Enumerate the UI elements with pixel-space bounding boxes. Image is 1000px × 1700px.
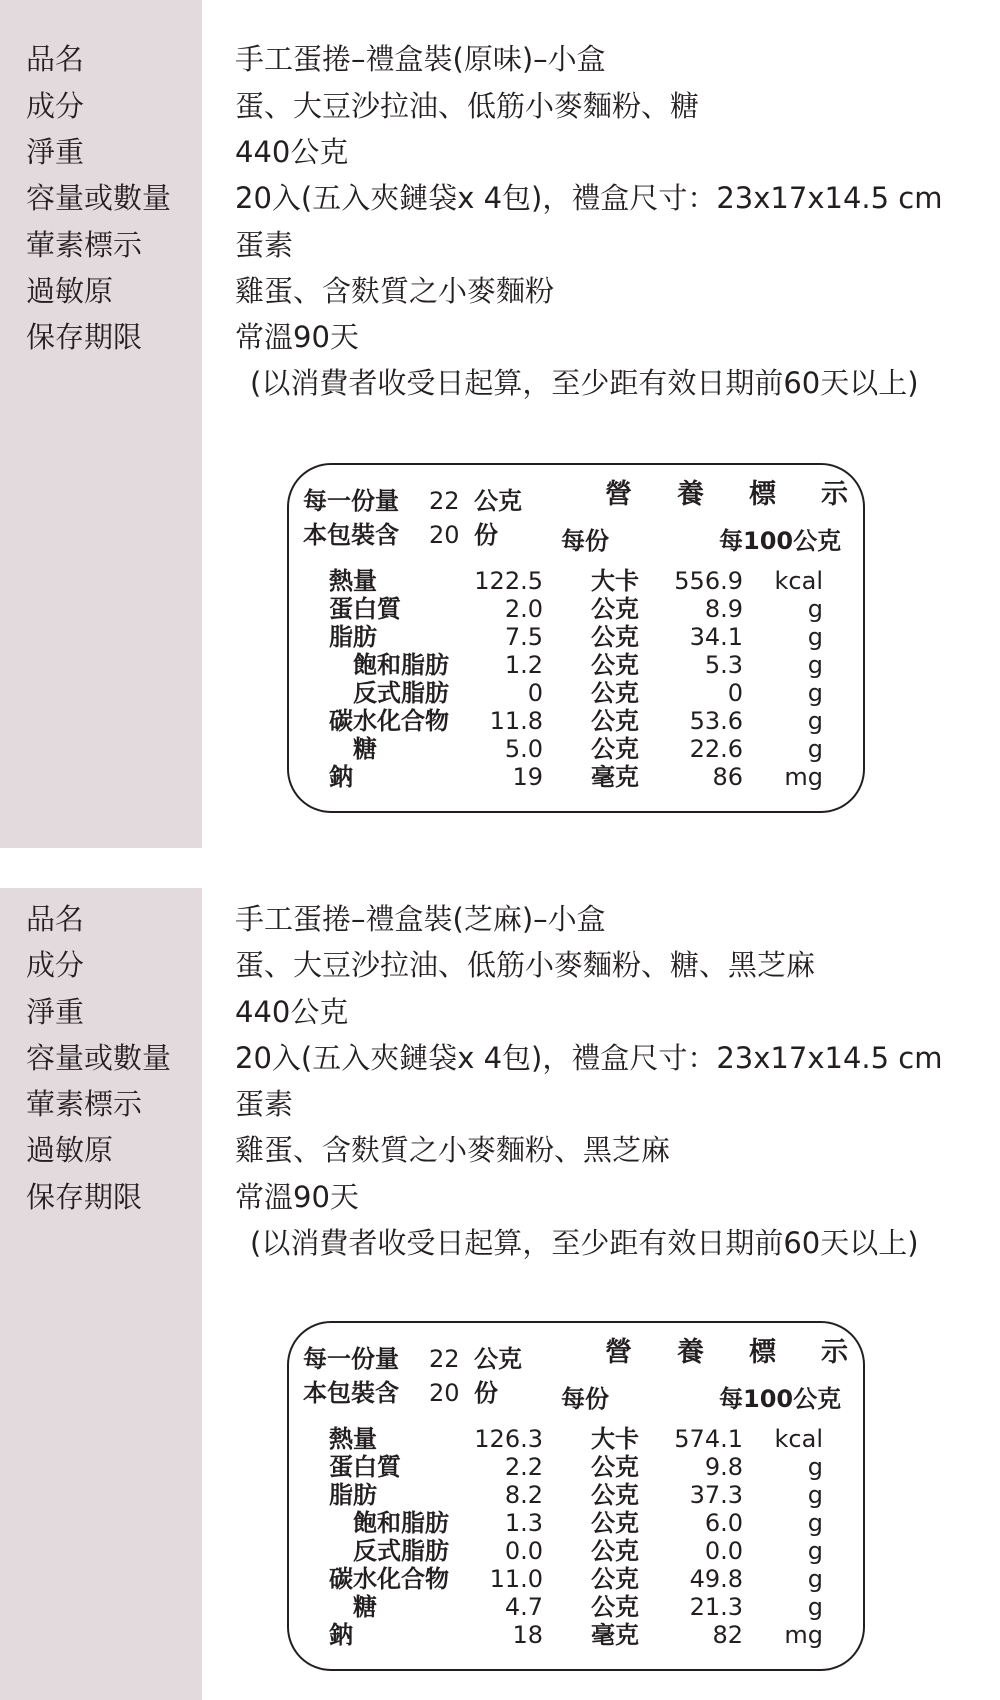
nutrient-per-100g: 574.1	[674, 1425, 743, 1453]
spec-label: 葷素標示	[26, 228, 143, 262]
serving-size: 22	[429, 1345, 460, 1373]
per-100g-header: 每100公克	[719, 1385, 842, 1413]
spec-label: 過敏原	[26, 274, 114, 308]
nutrient-name: 糖	[353, 1593, 377, 1621]
nutrient-row	[289, 1453, 863, 1481]
spec-value: 常溫90天	[235, 1180, 359, 1214]
nutrition-title-char: 標	[749, 479, 776, 510]
nutrient-per-100g: 82	[712, 1621, 743, 1649]
nutrient-row	[289, 707, 863, 735]
nutrition-title-char: 示	[821, 1337, 848, 1368]
spec-value: 蛋素	[235, 228, 294, 262]
nutrient-per-100g: 0.0	[704, 1537, 743, 1565]
nutrient-per-100g: 37.3	[689, 1481, 743, 1509]
nutrient-per-100g: 8.9	[704, 595, 743, 623]
nutrient-row	[289, 567, 863, 595]
shelf-life-note: (以消費者收受日起算，至少距有效日期前60天以上)	[250, 1226, 919, 1260]
spec-label: 成分	[26, 89, 85, 123]
package-label: 本包裝含	[303, 521, 399, 549]
product-spec-sesame	[0, 888, 1000, 1700]
spec-row-shelf-life	[0, 314, 1000, 360]
spec-label: 品名	[26, 42, 85, 76]
spec-row-name	[0, 36, 1000, 82]
nutrient-per-serving: 4.7	[504, 1593, 543, 1621]
spec-row-ingredients	[0, 83, 1000, 129]
shelf-life-note: (以消費者收受日起算，至少距有效日期前60天以上)	[250, 366, 919, 400]
nutrient-name: 熱量	[329, 567, 377, 595]
nutrient-name: 脂肪	[329, 623, 377, 651]
nutrient-name: 蛋白質	[329, 1453, 401, 1481]
spec-label: 容量或數量	[26, 1041, 172, 1075]
nutrient-per-100g: 5.3	[704, 651, 743, 679]
nutrient-per-serving: 18	[512, 1621, 543, 1649]
spec-row-name	[0, 896, 1000, 942]
package-label: 本包裝含	[303, 1379, 399, 1407]
nutrient-per-serving: 1.2	[504, 651, 543, 679]
nutrient-per-serving: 2.0	[504, 595, 543, 623]
nutrient-row	[289, 1537, 863, 1565]
spec-label: 葷素標示	[26, 1087, 143, 1121]
nutrient-unit: 公克	[591, 1509, 639, 1537]
serving-unit: 公克	[474, 487, 522, 515]
nutrient-name: 鈉	[329, 763, 353, 791]
spec-value: 常溫90天	[235, 320, 359, 354]
spec-row-net-weight	[0, 129, 1000, 175]
spec-row-shelf-life	[0, 1174, 1000, 1220]
spec-label: 保存期限	[26, 320, 143, 354]
nutrition-facts-panel	[287, 1321, 865, 1671]
spec-row-ingredients	[0, 942, 1000, 988]
nutrient-name: 糖	[353, 735, 377, 763]
nutrient-per-serving: 126.3	[474, 1425, 543, 1453]
spec-label: 成分	[26, 948, 85, 982]
serving-label: 每一份量	[303, 1345, 399, 1373]
nutrient-name: 熱量	[329, 1425, 377, 1453]
nutrient-per-serving: 2.2	[504, 1453, 543, 1481]
nutrient-unit: 公克	[591, 1453, 639, 1481]
nutrient-name: 飽和脂肪	[353, 651, 449, 679]
nutrient-unit-100g: kcal	[774, 1425, 823, 1453]
package-unit: 份	[474, 521, 498, 549]
nutrition-title-char: 營	[605, 1337, 632, 1368]
nutrient-unit-100g: g	[807, 707, 823, 735]
nutrient-row	[289, 1481, 863, 1509]
nutrient-row	[289, 1425, 863, 1453]
nutrient-name: 蛋白質	[329, 595, 401, 623]
nutrient-unit: 公克	[591, 623, 639, 651]
nutrient-unit-100g: g	[807, 651, 823, 679]
nutrient-row	[289, 651, 863, 679]
nutrient-per-serving: 19	[512, 763, 543, 791]
nutrient-unit-100g: g	[807, 735, 823, 763]
nutrient-unit: 公克	[591, 735, 639, 763]
nutrient-unit: 公克	[591, 651, 639, 679]
nutrient-per-100g: 34.1	[689, 623, 743, 651]
per-serving-header: 每份	[561, 527, 609, 555]
nutrient-unit-100g: g	[807, 1593, 823, 1621]
nutrient-unit-100g: mg	[784, 1621, 823, 1649]
spec-label: 淨重	[26, 135, 85, 169]
spec-value: 手工蛋捲–禮盒裝(芝麻)–小盒	[235, 902, 606, 936]
nutrient-unit: 公克	[591, 1593, 639, 1621]
nutrient-per-serving: 11.8	[489, 707, 543, 735]
nutrient-unit: 公克	[591, 1537, 639, 1565]
nutrient-unit-100g: mg	[784, 763, 823, 791]
nutrient-per-serving: 0	[527, 679, 543, 707]
nutrient-name: 碳水化合物	[329, 1565, 449, 1593]
package-count: 20	[429, 1379, 460, 1407]
nutrition-title-char: 養	[677, 1337, 704, 1368]
spec-row-allergens	[0, 1127, 1000, 1173]
spec-row-quantity	[0, 1035, 1000, 1081]
nutrient-row	[289, 1565, 863, 1593]
nutrient-per-serving: 8.2	[504, 1481, 543, 1509]
serving-size: 22	[429, 487, 460, 515]
spec-row-net-weight	[0, 989, 1000, 1035]
nutrient-unit-100g: g	[807, 1537, 823, 1565]
nutrient-unit-100g: g	[807, 1481, 823, 1509]
nutrient-unit: 毫克	[591, 1621, 639, 1649]
nutrient-name: 反式脂肪	[353, 1537, 449, 1565]
nutrient-per-100g: 21.3	[689, 1593, 743, 1621]
nutrient-per-100g: 49.8	[689, 1565, 743, 1593]
nutrient-unit-100g: g	[807, 1509, 823, 1537]
spec-value: 蛋、大豆沙拉油、低筋小麥麵粉、糖	[235, 89, 700, 123]
nutrient-row	[289, 623, 863, 651]
nutrition-title-char: 示	[821, 479, 848, 510]
nutrient-row	[289, 1593, 863, 1621]
serving-label: 每一份量	[303, 487, 399, 515]
nutrient-per-100g: 86	[712, 763, 743, 791]
nutrient-per-100g: 556.9	[674, 567, 743, 595]
nutrient-unit: 公克	[591, 595, 639, 623]
nutrition-title-char: 營	[605, 479, 632, 510]
nutrition-title-char: 標	[749, 1337, 776, 1368]
nutrient-row	[289, 1621, 863, 1649]
spec-value: 雞蛋、含麩質之小麥麵粉	[235, 274, 555, 308]
spec-value: 雞蛋、含麩質之小麥麵粉、黑芝麻	[235, 1133, 671, 1167]
nutrient-unit-100g: g	[807, 679, 823, 707]
per-serving-header: 每份	[561, 1385, 609, 1413]
nutrient-unit-100g: kcal	[774, 567, 823, 595]
nutrient-unit: 公克	[591, 679, 639, 707]
nutrient-unit: 大卡	[591, 1425, 639, 1453]
nutrient-row	[289, 595, 863, 623]
nutrient-per-serving: 0.0	[504, 1537, 543, 1565]
package-unit: 份	[474, 1379, 498, 1407]
spec-row-diet	[0, 1081, 1000, 1127]
spec-label: 過敏原	[26, 1133, 114, 1167]
spec-value: 20入(五入夾鏈袋x 4包)，禮盒尺寸：23x17x14.5 cm	[235, 1041, 943, 1075]
nutrition-facts-panel	[287, 463, 865, 813]
spec-label: 品名	[26, 902, 85, 936]
spec-row-diet	[0, 222, 1000, 268]
nutrient-unit-100g: g	[807, 623, 823, 651]
package-count: 20	[429, 521, 460, 549]
spec-row-allergens	[0, 268, 1000, 314]
spec-value: 440公克	[235, 135, 349, 169]
nutrient-name: 飽和脂肪	[353, 1509, 449, 1537]
nutrient-per-serving: 11.0	[489, 1565, 543, 1593]
nutrient-row	[289, 735, 863, 763]
nutrient-unit-100g: g	[807, 1453, 823, 1481]
spec-row-quantity	[0, 175, 1000, 221]
nutrient-per-serving: 1.3	[504, 1509, 543, 1537]
nutrient-per-100g: 22.6	[689, 735, 743, 763]
nutrient-unit: 公克	[591, 707, 639, 735]
nutrient-per-100g: 53.6	[689, 707, 743, 735]
spec-value: 蛋、大豆沙拉油、低筋小麥麵粉、糖、黑芝麻	[235, 948, 816, 982]
per-100g-header: 每100公克	[719, 527, 842, 555]
serving-unit: 公克	[474, 1345, 522, 1373]
nutrition-title-char: 養	[677, 479, 704, 510]
spec-label: 淨重	[26, 995, 85, 1029]
nutrient-per-100g: 0	[727, 679, 743, 707]
nutrient-per-serving: 122.5	[474, 567, 543, 595]
spec-value: 440公克	[235, 995, 349, 1029]
nutrient-per-100g: 6.0	[704, 1509, 743, 1537]
nutrient-unit: 公克	[591, 1481, 639, 1509]
nutrient-name: 脂肪	[329, 1481, 377, 1509]
nutrient-row	[289, 763, 863, 791]
spec-label: 容量或數量	[26, 181, 172, 215]
spec-value: 手工蛋捲–禮盒裝(原味)–小盒	[235, 42, 606, 76]
nutrient-per-serving: 5.0	[504, 735, 543, 763]
spec-value: 蛋素	[235, 1087, 294, 1121]
nutrient-per-serving: 7.5	[504, 623, 543, 651]
spec-label: 保存期限	[26, 1180, 143, 1214]
spec-value: 20入(五入夾鏈袋x 4包)，禮盒尺寸：23x17x14.5 cm	[235, 181, 943, 215]
nutrient-unit-100g: g	[807, 595, 823, 623]
nutrient-row	[289, 1509, 863, 1537]
nutrient-per-100g: 9.8	[704, 1453, 743, 1481]
nutrient-name: 反式脂肪	[353, 679, 449, 707]
product-spec-original	[0, 0, 1000, 848]
nutrient-row	[289, 679, 863, 707]
nutrient-name: 鈉	[329, 1621, 353, 1649]
nutrient-unit: 毫克	[591, 763, 639, 791]
nutrient-unit: 大卡	[591, 567, 639, 595]
nutrient-unit-100g: g	[807, 1565, 823, 1593]
nutrient-name: 碳水化合物	[329, 707, 449, 735]
nutrient-unit: 公克	[591, 1565, 639, 1593]
